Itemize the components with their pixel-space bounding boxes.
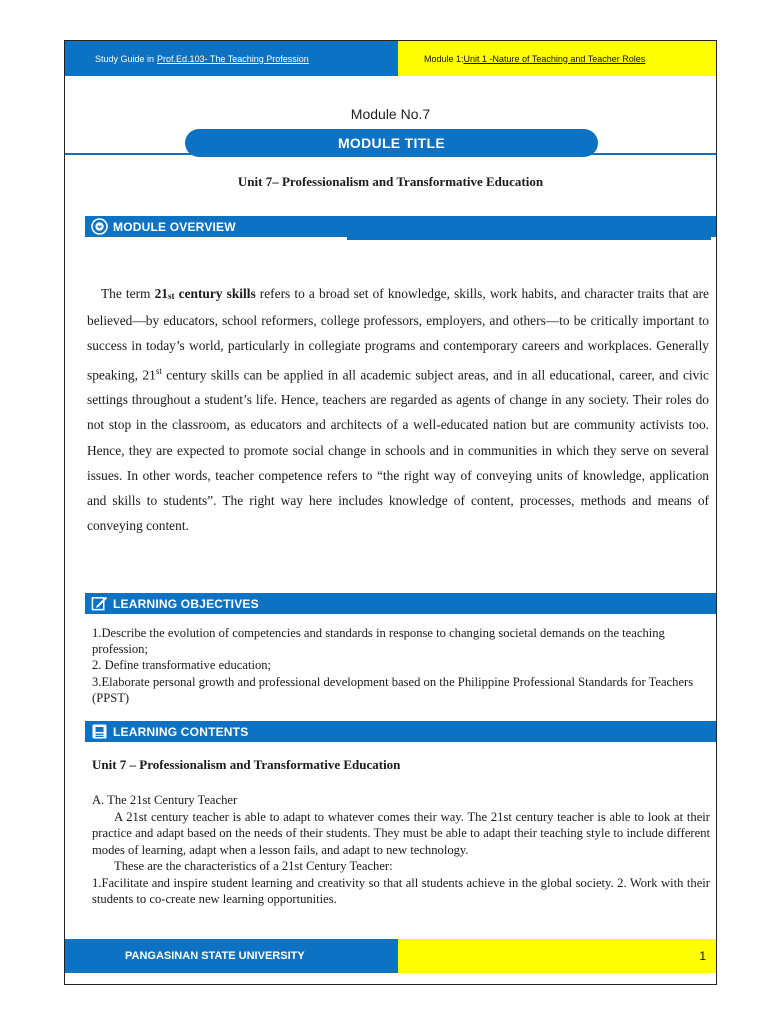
objective-item: 2. Define transformative education; (92, 658, 272, 673)
footer-university: PANGASINAN STATE UNIVERSITY (65, 939, 398, 973)
header-study-guide-prefix: Study Guide in (95, 53, 155, 64)
header-left (65, 41, 398, 76)
overview-bold-term: 21st century skills (154, 286, 256, 301)
module-number: Module No.7 (350, 106, 431, 122)
pencil-note-icon (91, 595, 108, 612)
overview-text-rest: century skills can be applied in all academic subject areas, and in all educational, career, and civic settings throughout a student’s life. Hence, teachers are regarded as agents of change in any society. Their roles do not stop in the classroom, as educators and architects of a well-educated nation but are community activists too. Hence, they are expected to promote social change in schools and in communities in which they serve on several issues. In other words, teacher competence refers to “the right way of conveying units of knowledge, application and skills to students”. The right way here includes knowledge of content, processes, methods and means of conveying content. (87, 367, 709, 534)
learning-contents-heading: LEARNING CONTENTS (113, 724, 249, 739)
unit-title: Unit 7– Professionalism and Transformative Education (237, 174, 544, 189)
module-overview-heading: MODULE OVERVIEW (113, 219, 236, 234)
contents-paragraph-3: 1.Facilitate and inspire student learning and creativity so that all students achieve in the global society. 2. Work with their students to co-create new learning opportunities. (92, 875, 710, 906)
overview-bar-underline (347, 237, 711, 240)
footer-page-number: 1 (398, 939, 716, 973)
overview-paragraph: The term 21st century skills refers to a broad set of knowledge, skills, work habits, and character traits that are believed—by educators, school reformers, college professors, employers, and others—to be critically important to success in today’s world, particularly in collegiate programs and contemporary careers and workplaces. Generally speaking, 21st century skills can be applied in all academic subject areas, and in all educational, career, and civic settings throughout a student’s life. Hence, teachers are regarded as agents of change in any society. Their roles do not stop in the classroom, as educators and architects of a well-educated nation but are community activists too. Hence, they are expected to promote social change in schools and in communities in which they serve on several issues. In other words, teacher competence refers to “the right way of conveying units of knowledge, application and skills to students”. The right way here includes knowledge of content, processes, methods and means of conveying content. (87, 286, 709, 534)
page (64, 40, 717, 985)
document-icon (91, 723, 108, 740)
overview-text-start: The term (101, 286, 151, 301)
section-a-heading: A. The 21st Century Teacher (92, 793, 238, 807)
learning-objectives-bar (85, 593, 716, 614)
header-course-link[interactable]: Prof.Ed.103- The Teaching Profession (157, 53, 309, 64)
header-right (398, 41, 716, 76)
contents-paragraph-1: A 21st century teacher is able to adapt to whatever comes their way. The 21st century teacher is able to look at their practice and adapt based on the needs of their students. They must be able to adapt their teaching style to include different modes of learning, adapt when a lesson fails, and adapt to new technology. (92, 809, 710, 857)
module-overview-bar (85, 216, 716, 237)
objective-item: 1.Describe the evolution of competencies and standards in response to changing societal demands on the teaching profession; (92, 626, 665, 657)
module-title-badge: MODULE TITLE (185, 129, 598, 157)
overview-text-mid: refers to a broad set of knowledge, skills, work habits, and character traits that are believed—by educators, school reformers, college professors, employers, and others—to be critically important to success in today’s world, particularly in collegiate programs and contemporary careers and workplaces. Generally speaking, 21 (87, 286, 709, 383)
learning-contents-bar (85, 721, 716, 742)
learning-contents-body (92, 792, 710, 908)
header-unit-link[interactable]: Unit 1 -Nature of Teaching and Teacher Roles (463, 53, 646, 64)
contents-unit-heading: Unit 7 – Professionalism and Transformative Education (92, 757, 401, 772)
header-module-prefix: Module 1: (424, 53, 464, 64)
objective-item: 3.Elaborate personal growth and professional development based on the Philippine Professional Standards for Teachers (PPST) (92, 674, 694, 705)
overview-icon (91, 218, 108, 235)
objectives-list (92, 625, 712, 706)
learning-objectives-heading: LEARNING OBJECTIVES (113, 596, 259, 611)
page-header (65, 41, 716, 76)
page-footer (65, 939, 716, 973)
contents-paragraph-2: These are the characteristics of a 21st Century Teacher: (114, 859, 393, 873)
